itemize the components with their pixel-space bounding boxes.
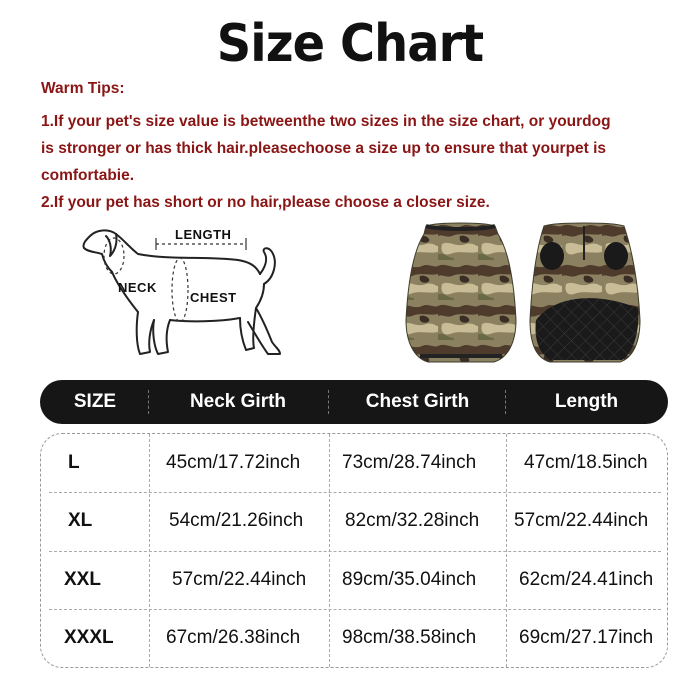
length-cell: 57cm/22.44inch bbox=[514, 510, 649, 531]
length-cell: 47cm/18.5inch bbox=[524, 452, 648, 473]
chest-girth-cell: 82cm/32.28inch bbox=[345, 510, 480, 531]
table-row bbox=[41, 492, 667, 550]
header-divider bbox=[328, 390, 329, 414]
dog-measurement-diagram bbox=[78, 222, 298, 377]
header-length: Length bbox=[554, 391, 619, 412]
tip-line: 2.If your pet has short or no hair,please choose a closer size. bbox=[41, 194, 490, 211]
table-row bbox=[41, 609, 667, 667]
neck-label: NECK bbox=[118, 280, 157, 295]
table-row bbox=[41, 434, 667, 492]
size-cell: XL bbox=[68, 510, 93, 531]
chest-girth-cell: 98cm/38.58inch bbox=[342, 627, 477, 648]
length-cell: 69cm/27.17inch bbox=[519, 627, 654, 648]
size-table bbox=[40, 433, 668, 668]
tips-heading: Warm Tips: bbox=[41, 80, 125, 97]
tip-line: 1.If your pet's size value is betweenthe two sizes in the size chart, or yourdog bbox=[41, 113, 611, 130]
neck-girth-cell: 67cm/26.38inch bbox=[166, 627, 301, 648]
length-cell: 62cm/24.41inch bbox=[519, 569, 654, 590]
vest-back-image bbox=[522, 220, 647, 365]
size-table-header bbox=[40, 380, 668, 424]
tip-line: comfortabie. bbox=[41, 167, 135, 184]
size-cell: XXXL bbox=[64, 627, 114, 648]
length-label: LENGTH bbox=[175, 227, 232, 242]
size-cell: L bbox=[68, 452, 80, 473]
neck-girth-cell: 57cm/22.44inch bbox=[172, 569, 307, 590]
page-title: Size Chart bbox=[216, 14, 484, 74]
header-size: SIZE bbox=[73, 391, 117, 412]
chest-girth-cell: 73cm/28.74inch bbox=[342, 452, 477, 473]
header-divider bbox=[148, 390, 149, 414]
size-cell: XXL bbox=[64, 569, 101, 590]
vest-front-image bbox=[398, 220, 523, 365]
dog-outline-icon bbox=[78, 222, 298, 377]
tip-line: is stronger or has thick hair.pleasechoose a size up to ensure that yourpet is bbox=[41, 140, 607, 157]
header-chest-girth: Chest Girth bbox=[365, 391, 470, 412]
chest-girth-cell: 89cm/35.04inch bbox=[342, 569, 477, 590]
chest-label: CHEST bbox=[190, 290, 237, 305]
neck-girth-cell: 45cm/17.72inch bbox=[166, 452, 301, 473]
header-neck-girth: Neck Girth bbox=[189, 391, 287, 412]
neck-girth-cell: 54cm/21.26inch bbox=[169, 510, 304, 531]
table-row bbox=[41, 551, 667, 609]
warm-tips bbox=[41, 80, 681, 216]
